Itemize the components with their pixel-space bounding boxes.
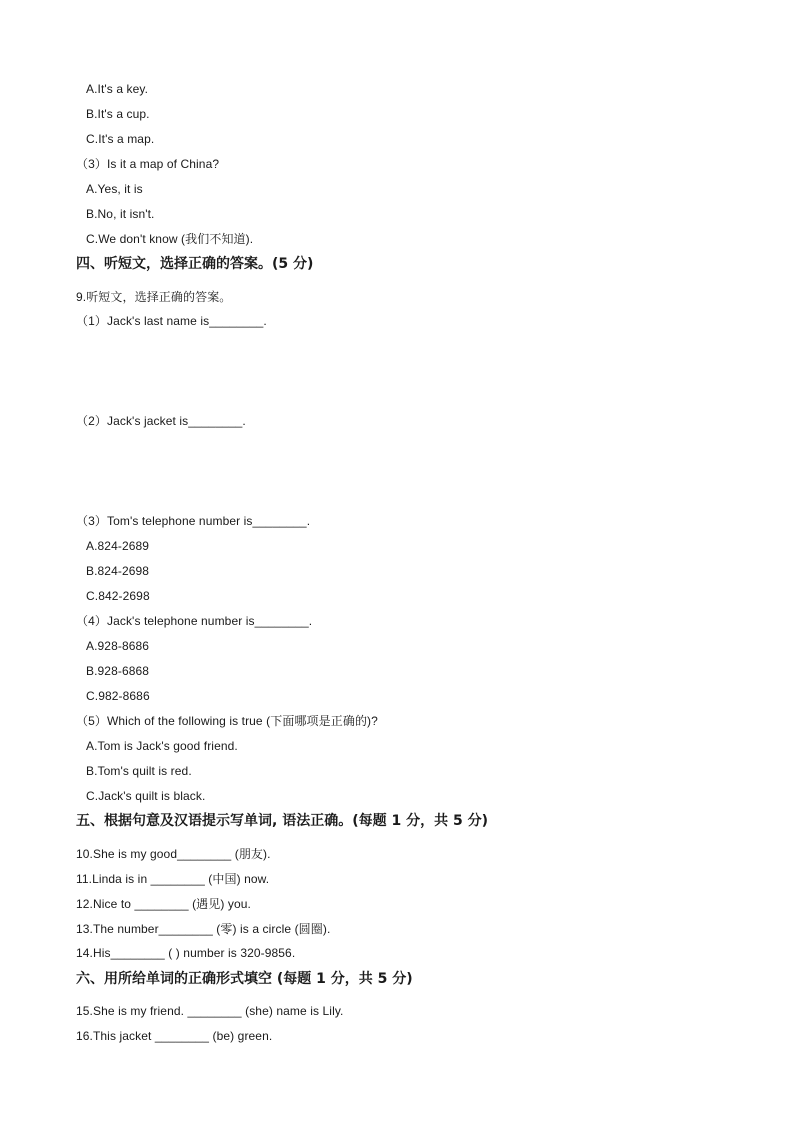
question-9-5: （5）Which of the following is true (下面哪项是正确的)? bbox=[76, 714, 378, 728]
option-c-map: C.It's a map. bbox=[86, 132, 155, 146]
question-9-intro: 9.听短文，选择正确的答案。 bbox=[76, 290, 232, 304]
q5-option-b: B.Tom's quilt is red. bbox=[86, 764, 192, 778]
section-6-heading: 六、用所给单词的正确形式填空 (每题 1 分，共 5 分) bbox=[76, 971, 413, 987]
question-9-3: （3）Tom's telephone number is________. bbox=[76, 514, 311, 528]
section-4-heading: 四、听短文，选择正确的答案。(5 分) bbox=[76, 256, 314, 272]
question-12: 12.Nice to ________ (遇见) you. bbox=[76, 897, 251, 911]
option-a-yes: A.Yes, it is bbox=[86, 182, 143, 196]
q5-option-c: C.Jack's quilt is black. bbox=[86, 789, 206, 803]
q5-option-a: A.Tom is Jack's good friend. bbox=[86, 739, 238, 753]
option-b-no: B.No, it isn't. bbox=[86, 207, 155, 221]
q4-option-c: C.982-8686 bbox=[86, 689, 150, 703]
q4-option-b: B.928-6868 bbox=[86, 664, 150, 678]
question-9-1: （1）Jack's last name is________. bbox=[76, 314, 267, 328]
question-15: 15.She is my friend. ________ (she) name is Lily. bbox=[76, 1004, 344, 1018]
section-5-heading: 五、根据句意及汉语提示写单词, 语法正确。(每题 1 分，共 5 分) bbox=[76, 813, 488, 829]
question-11: 11.Linda is in ________ (中国) now. bbox=[76, 872, 270, 886]
q3-option-b: B.824-2698 bbox=[86, 564, 150, 578]
option-b-cup: B.It's a cup. bbox=[86, 107, 150, 121]
q3-option-a: A.824-2689 bbox=[86, 539, 150, 553]
question-16: 16.This jacket ________ (be) green. bbox=[76, 1029, 273, 1043]
q3-option-c: C.842-2698 bbox=[86, 589, 150, 603]
question-9-2: （2）Jack's jacket is________. bbox=[76, 414, 246, 428]
question-3-map-of-china: （3）Is it a map of China? bbox=[76, 157, 220, 171]
option-c-dont-know: C.We don't know (我们不知道). bbox=[86, 232, 254, 246]
q4-option-a: A.928-8686 bbox=[86, 639, 150, 653]
option-a-key: A.It's a key. bbox=[86, 82, 149, 96]
question-9-4: （4）Jack's telephone number is________. bbox=[76, 614, 313, 628]
question-10: 10.She is my good________ (朋友). bbox=[76, 847, 271, 861]
question-13: 13.The number________ (零) is a circle (圆圈). bbox=[76, 922, 331, 936]
question-14: 14.His________ ( ) number is 320-9856. bbox=[76, 946, 296, 960]
